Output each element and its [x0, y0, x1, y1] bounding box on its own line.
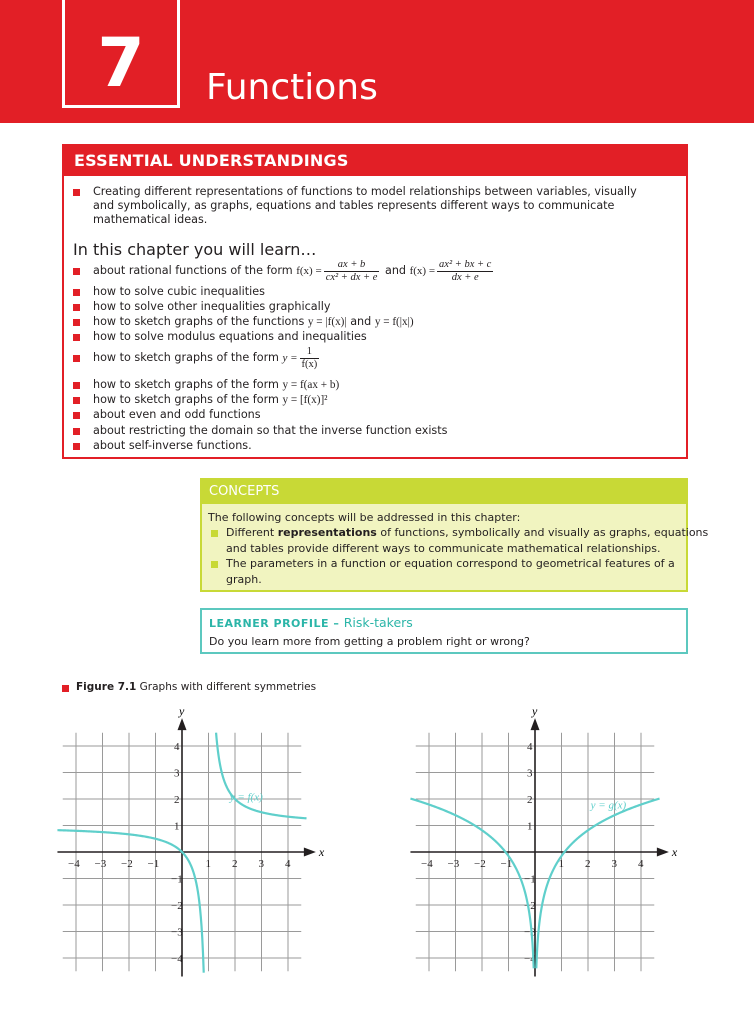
learn-item-text: how to sketch graphs of the functions: [93, 315, 305, 328]
learn-item-domain: about restricting the domain so that the inverse function exists: [93, 424, 448, 437]
formula-lhs: f(x) =: [409, 265, 436, 277]
y-tick-label: −3: [171, 926, 183, 939]
x-tick-label: 3: [611, 858, 617, 870]
learner-profile-trait: Risk-takers: [343, 615, 413, 630]
bullet-icon: [211, 561, 218, 568]
learn-item-modulus-equations: how to solve modulus equations and inequalities: [93, 330, 367, 343]
formula-lhs: f(x) =: [296, 265, 322, 277]
learn-item-cubic: how to solve cubic inequalities: [93, 285, 265, 298]
learn-item-joiner: and: [384, 264, 407, 277]
x-axis-arrow-icon: [304, 848, 316, 857]
fraction-denominator: f(x): [301, 358, 318, 370]
bullet-icon: [62, 685, 69, 692]
bullet-icon: [73, 355, 80, 362]
essential-understandings-header: [64, 146, 686, 176]
y-tick-label: 4: [527, 741, 533, 753]
x-tick-label: −4: [68, 858, 80, 870]
learn-item-text: about rational functions of the form: [93, 264, 293, 277]
concept-keyword: representations: [277, 526, 377, 539]
learn-item-text: how to sketch graphs of the form: [93, 393, 279, 406]
bullet-icon: [73, 428, 80, 435]
y-tick-label: −4: [524, 953, 536, 965]
essential-understandings-box: [62, 144, 688, 459]
x-axis-label: x: [318, 845, 325, 859]
fraction-numerator: 1: [300, 346, 320, 359]
chapter-number-box: [62, 0, 180, 108]
figure-label: Figure 7.1: [76, 681, 137, 693]
y-tick-label: 1: [174, 820, 180, 833]
learner-profile-question: Do you learn more from getting a problem right or wrong?: [209, 635, 530, 648]
learner-profile-title: [209, 615, 413, 630]
concept-1-line-2: and tables provide different ways to communicate mathematical relationships.: [226, 542, 661, 555]
x-tick-label: 4: [638, 858, 644, 870]
learn-item-rational: [93, 258, 495, 284]
concept-text: Different: [226, 526, 278, 539]
learn-item-reciprocal: [93, 345, 321, 371]
y-tick-label: −2: [524, 900, 536, 912]
curve-label: y = g(x): [590, 799, 627, 812]
y-axis-arrow-icon: [531, 718, 540, 730]
y-tick-label: 3: [174, 767, 180, 780]
learn-item-text: how to sketch graphs of the form: [93, 351, 279, 364]
graph-f: [55, 700, 345, 980]
y-tick-label: 3: [527, 767, 533, 780]
bullet-icon: [73, 397, 80, 404]
x-tick-label: −1: [500, 858, 513, 870]
concepts-title: CONCEPTS: [209, 484, 280, 499]
bullet-icon: [73, 443, 80, 450]
x-tick-label: −2: [121, 858, 133, 870]
x-tick-label: 3: [258, 858, 264, 870]
learner-profile-box: [200, 608, 688, 654]
chapter-banner: [0, 0, 754, 123]
formula: y = f(ax + b): [282, 379, 340, 391]
x-tick-label: −1: [147, 858, 160, 870]
chapter-number: 7: [97, 24, 145, 103]
bullet-icon: [73, 334, 80, 341]
formula: y = [f(x)]²: [282, 394, 328, 406]
bullet-icon: [73, 289, 80, 296]
bullet-icon: [73, 189, 80, 196]
essential-line-1: Creating different representations of functions to model relationships between variables, visually: [93, 185, 637, 198]
x-axis-arrow-icon: [657, 848, 669, 857]
y-tick-label: 1: [527, 820, 533, 833]
concept-2-line-2: graph.: [226, 573, 262, 586]
formula-lhs: y =: [282, 352, 298, 364]
bullet-icon: [73, 319, 80, 326]
essential-line-3: mathematical ideas.: [93, 213, 208, 226]
learn-heading: In this chapter you will learn…: [73, 240, 317, 259]
learn-item-inequalities: how to solve other inequalities graphically: [93, 300, 331, 313]
formula-fraction: [437, 259, 493, 284]
x-tick-label: 2: [232, 858, 238, 870]
bullet-icon: [73, 304, 80, 311]
y-tick-label: −2: [171, 900, 183, 912]
x-tick-label: −3: [447, 858, 460, 870]
concept-text: of functions, symbolically and visually as graphs, equations: [376, 526, 709, 539]
y-axis-arrow-icon: [178, 718, 187, 730]
essential-understandings-title: ESSENTIAL UNDERSTANDINGS: [74, 151, 349, 170]
x-tick-label: 2: [585, 858, 591, 870]
x-tick-label: 1: [205, 858, 211, 870]
y-tick-label: −3: [524, 926, 536, 939]
y-tick-label: 2: [174, 794, 180, 806]
figure-caption: [76, 681, 316, 693]
figure-caption-text: Graphs with different symmetries: [139, 681, 317, 693]
curve-label: y = f(x): [229, 791, 263, 804]
y-tick-label: −1: [524, 873, 536, 886]
concept-2-line-1: The parameters in a function or equation correspond to geometrical features of a: [226, 557, 675, 570]
formula: y = f(|x|): [374, 316, 414, 328]
x-tick-label: −2: [474, 858, 486, 870]
chapter-title: Functions: [206, 67, 378, 108]
y-axis-label: y: [179, 704, 185, 719]
y-tick-label: −4: [171, 953, 183, 965]
fraction-numerator: ax + b: [324, 259, 380, 272]
x-tick-label: −3: [94, 858, 107, 870]
learn-item-even-odd: about even and odd functions: [93, 408, 261, 421]
x-tick-label: 4: [285, 858, 291, 870]
fraction-denominator: cx² + dx + e: [325, 271, 378, 283]
bullet-icon: [211, 530, 218, 537]
learn-item-self-inverse: about self-inverse functions.: [93, 439, 252, 452]
concepts-intro: The following concepts will be addressed in this chapter:: [208, 511, 521, 524]
concepts-header: [202, 480, 686, 504]
graph-g: [408, 700, 698, 980]
bullet-icon: [73, 268, 80, 275]
learn-item-joiner: and: [350, 315, 372, 328]
x-axis-label: x: [671, 845, 678, 859]
formula-fraction: [324, 259, 380, 284]
learn-item-text: how to sketch graphs of the form: [93, 378, 279, 391]
bullet-icon: [73, 412, 80, 419]
x-tick-label: 1: [558, 858, 564, 870]
learner-profile-label: LEARNER PROFILE –: [209, 617, 344, 630]
y-tick-label: −1: [171, 873, 183, 886]
essential-line-2: and symbolically, as graphs, equations and tables represents different ways to communicate: [93, 199, 615, 212]
learn-item-square: [93, 393, 328, 407]
concepts-box: [200, 478, 709, 592]
bullet-icon: [73, 382, 80, 389]
formula: y = |f(x)|: [307, 316, 347, 328]
formula-fraction: [300, 346, 320, 371]
y-tick-label: 4: [174, 741, 180, 753]
learn-item-modulus-graphs: [93, 315, 414, 329]
fraction-denominator: dx + e: [451, 271, 479, 283]
x-tick-label: −4: [421, 858, 433, 870]
y-tick-label: 2: [527, 794, 533, 806]
y-axis-label: y: [532, 704, 538, 719]
fraction-numerator: ax² + bx + c: [439, 258, 492, 270]
concept-1-line-1: [226, 525, 708, 541]
learn-item-transform: [93, 378, 339, 392]
